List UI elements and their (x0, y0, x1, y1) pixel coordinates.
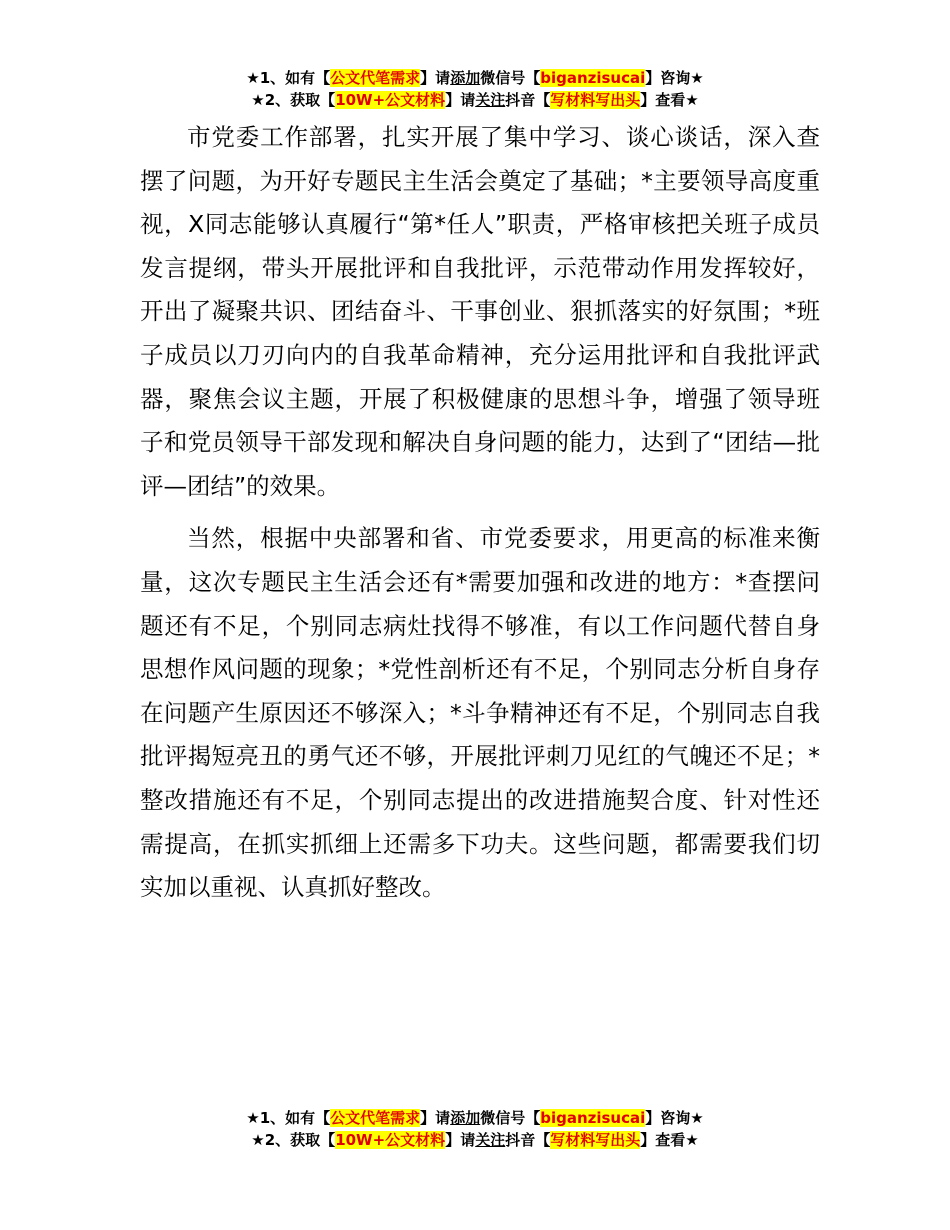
banner-text: 】请 (445, 91, 476, 109)
banner-line-1 (0, 1107, 950, 1129)
emphasis-add: 添加 (450, 69, 481, 87)
banner-text: 微信号【 (480, 69, 541, 87)
footer-banner (0, 1107, 950, 1151)
highlight-ghostwriting-service: 公文代笔需求 (330, 1109, 421, 1127)
paragraph-1: 市党委工作部署，扎实开展了集中学习、谈心谈话，深入查摆了问题，为开好专题民主生活会奠定了基础；*主要领导高度重视，X同志能够认真履行“第*任人”职责，严格审核把关班子成员发言提纲，带头开展批评和自我批评，示范带动作用发挥较好，开出了凝聚共识、团结奋斗、干事创业、狠抓落实的好氛围；*班子成员以刀刃向内的自我革命精神，充分运用批评和自我批评武器，聚焦会议主题，开展了积极健康的思想斗争，增强了领导班子和党员领导干部发现和解决自身问题的能力，达到了“团结—批评—团结”的效果。 (140, 123, 820, 500)
banner-text: ★2、获取【 (251, 91, 336, 109)
banner-text: 】请 (445, 1131, 476, 1149)
emphasis-add: 添加 (450, 1109, 481, 1127)
banner-text: 抖音【 (505, 91, 551, 109)
banner-line-1 (0, 67, 950, 89)
banner-text: 抖音【 (505, 1131, 551, 1149)
banner-text: 微信号【 (480, 1109, 541, 1127)
header-banner (0, 67, 950, 111)
banner-text: 】请 (420, 69, 451, 87)
highlight-materials: 10W+公文材料 (335, 91, 446, 109)
banner-text: ★1、如有【 (246, 1109, 331, 1127)
banner-text: 】查看★ (640, 1131, 699, 1149)
highlight-douyin-account: 写材料写出头 (550, 91, 641, 109)
emphasis-follow: 关注 (475, 91, 506, 109)
banner-line-2 (0, 89, 950, 111)
highlight-douyin-account: 写材料写出头 (550, 1131, 641, 1149)
highlight-materials: 10W+公文材料 (335, 1131, 446, 1149)
banner-text: 】咨询★ (645, 69, 704, 87)
banner-text: ★2、获取【 (251, 1131, 336, 1149)
highlight-wechat-id: biganzisucai (540, 69, 646, 87)
banner-line-2 (0, 1129, 950, 1151)
emphasis-follow: 关注 (475, 1131, 506, 1149)
banner-text: 】请 (420, 1109, 451, 1127)
banner-text: 】查看★ (640, 91, 699, 109)
document-body (140, 116, 820, 910)
highlight-ghostwriting-service: 公文代笔需求 (330, 69, 421, 87)
banner-text: ★1、如有【 (246, 69, 331, 87)
paragraph-2: 当然，根据中央部署和省、市党委要求，用更高的标准来衡量，这次专题民主生活会还有*需要加强和改进的地方：*查摆问题还有不足，个别同志病灶找得不够准，有以工作问题代替自身思想作风问题的现象；*党性剖析还有不足，个别同志分析自身存在问题产生原因还不够深入；*斗争精神还有不足，个别同志自我批评揭短亮丑的勇气还不够，开展批评刺刀见红的气魄还不足；*整改措施还有不足，个别同志提出的改进措施契合度、针对性还需提高，在抓实抓细上还需多下功夫。这些问题，都需要我们切实加以重视、认真抓好整改。 (140, 524, 820, 902)
banner-text: 】咨询★ (645, 1109, 704, 1127)
highlight-wechat-id: biganzisucai (540, 1109, 646, 1127)
